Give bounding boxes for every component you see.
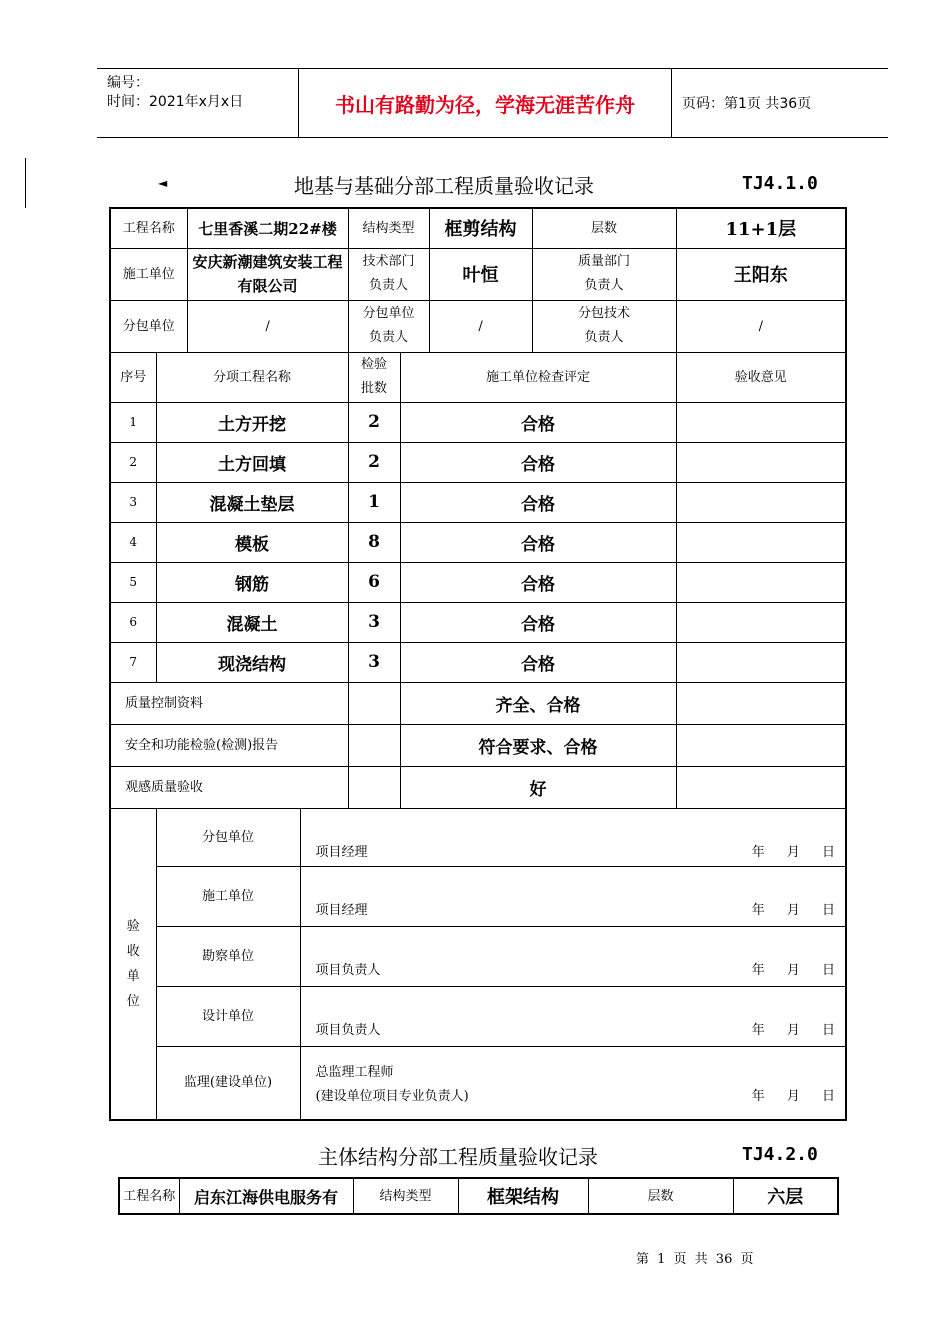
- structure-type-label: 结构类型: [348, 208, 429, 248]
- item-seq: 7: [110, 642, 156, 682]
- floors: 11+1层: [676, 208, 846, 248]
- project-name: 七里香溪二期22#楼: [187, 208, 348, 248]
- item-batches: 8: [348, 522, 400, 562]
- tech-dept: 叶恒: [429, 248, 532, 300]
- tech-dept-label-line2: 负责人: [369, 278, 409, 293]
- qa-dept: 王阳东: [676, 248, 846, 300]
- signoff-cell: [300, 808, 846, 866]
- item-opinion: [676, 522, 846, 562]
- col-item: 分项工程名称: [156, 352, 348, 402]
- item-seq: 3: [110, 482, 156, 522]
- table-row: [110, 562, 846, 602]
- extra-eval: 齐全、合格: [400, 682, 676, 724]
- record1-title: 地基与基础分部工程质量验收记录: [294, 174, 594, 198]
- signoff-who: 项目经理: [315, 844, 368, 860]
- signoff-row: [110, 986, 846, 1046]
- col-seq: 序号: [110, 352, 156, 402]
- record1-column-headers: [110, 352, 846, 402]
- item-opinion: [676, 602, 846, 642]
- signoff-date: 年 月 日: [751, 1022, 836, 1038]
- signoff-cell: [300, 986, 846, 1046]
- qa-dept-label: [532, 248, 676, 300]
- item-batches: 1: [348, 482, 400, 522]
- signoff-who: 总监理工程师: [315, 1064, 394, 1080]
- item-eval: 合格: [400, 522, 676, 562]
- item-batches: 3: [348, 642, 400, 682]
- signoff-date: 年 月 日: [751, 962, 836, 978]
- record2-row-project: [119, 1178, 838, 1214]
- sub-head-label-line1: 分包单位: [362, 306, 415, 321]
- extra-label: 安全和功能检验(检测)报告: [110, 724, 348, 766]
- table-row: [110, 522, 846, 562]
- number-label: 编号：: [107, 75, 149, 91]
- extra-eval: 好: [400, 766, 676, 808]
- signoff-row: [110, 808, 846, 866]
- signoff-who: 项目负责人: [315, 962, 381, 978]
- project-name-label: 工程名称: [110, 208, 187, 248]
- col-batch-line2: 批数: [361, 381, 388, 396]
- table-row: [110, 442, 846, 482]
- item-batches: 2: [348, 402, 400, 442]
- item-name: 现浇结构: [156, 642, 348, 682]
- table-row: [110, 642, 846, 682]
- table-row: [110, 602, 846, 642]
- col-batch-line1: 检验: [361, 357, 388, 372]
- item-opinion: [676, 562, 846, 602]
- acceptance-char: 单: [126, 968, 140, 984]
- extra-opinion: [676, 682, 846, 724]
- item-batches: 2: [348, 442, 400, 482]
- signoff-cell: [300, 866, 846, 926]
- item-name: 混凝土垫层: [156, 482, 348, 522]
- item-eval: 合格: [400, 482, 676, 522]
- extra-label: 质量控制资料: [110, 682, 348, 724]
- record2-title: 主体结构分部工程质量验收记录: [318, 1145, 598, 1169]
- contractor: 安庆新潮建筑安装工程有限公司: [187, 248, 348, 300]
- item-batches: 6: [348, 562, 400, 602]
- sub-tech-label-line1: 分包技术: [578, 306, 631, 321]
- header-motto: 书山有路勤为径，学海无涯苦作舟: [299, 69, 672, 137]
- signoff-who: 项目经理: [315, 902, 368, 918]
- extra-blank: [348, 682, 400, 724]
- r2-project-name-label: 工程名称: [119, 1178, 179, 1214]
- document-header: [97, 68, 888, 138]
- record1-table: [109, 207, 847, 1121]
- item-seq: 2: [110, 442, 156, 482]
- item-opinion: [676, 442, 846, 482]
- record1-row-contractor: [110, 248, 846, 300]
- item-opinion: [676, 642, 846, 682]
- signoff-row: [110, 1046, 846, 1120]
- item-name: 钢筋: [156, 562, 348, 602]
- signoff-date: 年 月 日: [751, 1088, 836, 1104]
- signoff-unit: 施工单位: [156, 866, 300, 926]
- r2-project-name: 启东江海供电服务有: [179, 1178, 353, 1214]
- record1-row-project: [110, 208, 846, 248]
- left-arrow-icon: ◄: [158, 176, 168, 190]
- signoff-who-secondary: (建设单位项目专业负责人): [315, 1088, 469, 1104]
- sub-tech-label-line2: 负责人: [584, 330, 624, 345]
- extra-label: 观感质量验收: [110, 766, 348, 808]
- header-meta: [97, 69, 299, 137]
- item-eval: 合格: [400, 402, 676, 442]
- col-opinion: 验收意见: [676, 352, 846, 402]
- time-label: 时间：2021年x月x日: [107, 94, 244, 110]
- signoff-row: [110, 926, 846, 986]
- signoff-date: 年 月 日: [751, 844, 836, 860]
- signoff-cell: [300, 1046, 846, 1120]
- r2-structure-type-label: 结构类型: [353, 1178, 458, 1214]
- signoff-unit: 设计单位: [156, 986, 300, 1046]
- margin-line: [25, 158, 26, 208]
- signoff-unit: 勘察单位: [156, 926, 300, 986]
- item-seq: 5: [110, 562, 156, 602]
- item-opinion: [676, 402, 846, 442]
- table-row: [110, 482, 846, 522]
- sub-value: /: [187, 300, 348, 352]
- item-name: 土方开挖: [156, 402, 348, 442]
- extra-row: [110, 724, 846, 766]
- record2-code: TJ4.2.0: [742, 1144, 818, 1165]
- extra-row: [110, 766, 846, 808]
- r2-floors: 六层: [733, 1178, 838, 1214]
- sub-tech: /: [676, 300, 846, 352]
- item-seq: 6: [110, 602, 156, 642]
- tech-dept-label-line1: 技术部门: [362, 254, 415, 269]
- item-name: 混凝土: [156, 602, 348, 642]
- signoff-unit: 监理(建设单位): [156, 1046, 300, 1120]
- item-eval: 合格: [400, 642, 676, 682]
- header-page-label: 页码：第1页 共36页: [682, 96, 812, 112]
- qa-dept-label-line1: 质量部门: [578, 254, 631, 269]
- item-seq: 1: [110, 402, 156, 442]
- signoff-who: 项目负责人: [315, 1022, 381, 1038]
- sub-label: 分包单位: [110, 300, 187, 352]
- extra-opinion: [676, 766, 846, 808]
- record2-table: [118, 1177, 839, 1215]
- acceptance-char: 验: [126, 918, 140, 934]
- table-row: [110, 402, 846, 442]
- item-eval: 合格: [400, 562, 676, 602]
- tech-dept-label: [348, 248, 429, 300]
- sub-tech-label: [532, 300, 676, 352]
- extra-eval: 符合要求、合格: [400, 724, 676, 766]
- r2-structure-type: 框架结构: [458, 1178, 588, 1214]
- contractor-label: 施工单位: [110, 248, 187, 300]
- item-name: 模板: [156, 522, 348, 562]
- r2-floors-label: 层数: [588, 1178, 733, 1214]
- sub-head-label: [348, 300, 429, 352]
- item-batches: 3: [348, 602, 400, 642]
- record1-code: TJ4.1.0: [742, 173, 818, 194]
- item-name: 土方回填: [156, 442, 348, 482]
- item-opinion: [676, 482, 846, 522]
- extra-blank: [348, 766, 400, 808]
- acceptance-char: 收: [126, 943, 140, 959]
- acceptance-char: 位: [126, 993, 140, 1009]
- signoff-date: 年 月 日: [751, 902, 836, 918]
- sub-head: /: [429, 300, 532, 352]
- structure-type: 框剪结构: [429, 208, 532, 248]
- extra-row: [110, 682, 846, 724]
- col-batch: [348, 352, 400, 402]
- signoff-row: [110, 866, 846, 926]
- page-footer: 第 1 页 共 36 页: [636, 1252, 754, 1267]
- item-eval: 合格: [400, 442, 676, 482]
- floors-label: 层数: [532, 208, 676, 248]
- extra-opinion: [676, 724, 846, 766]
- qa-dept-label-line2: 负责人: [584, 278, 624, 293]
- sub-head-label-line2: 负责人: [369, 330, 409, 345]
- signoff-cell: [300, 926, 846, 986]
- item-eval: 合格: [400, 602, 676, 642]
- extra-blank: [348, 724, 400, 766]
- signoff-unit: 分包单位: [156, 808, 300, 866]
- col-eval: 施工单位检查评定: [400, 352, 676, 402]
- item-seq: 4: [110, 522, 156, 562]
- acceptance-label: [110, 808, 156, 1120]
- record1-row-subcontractor: [110, 300, 846, 352]
